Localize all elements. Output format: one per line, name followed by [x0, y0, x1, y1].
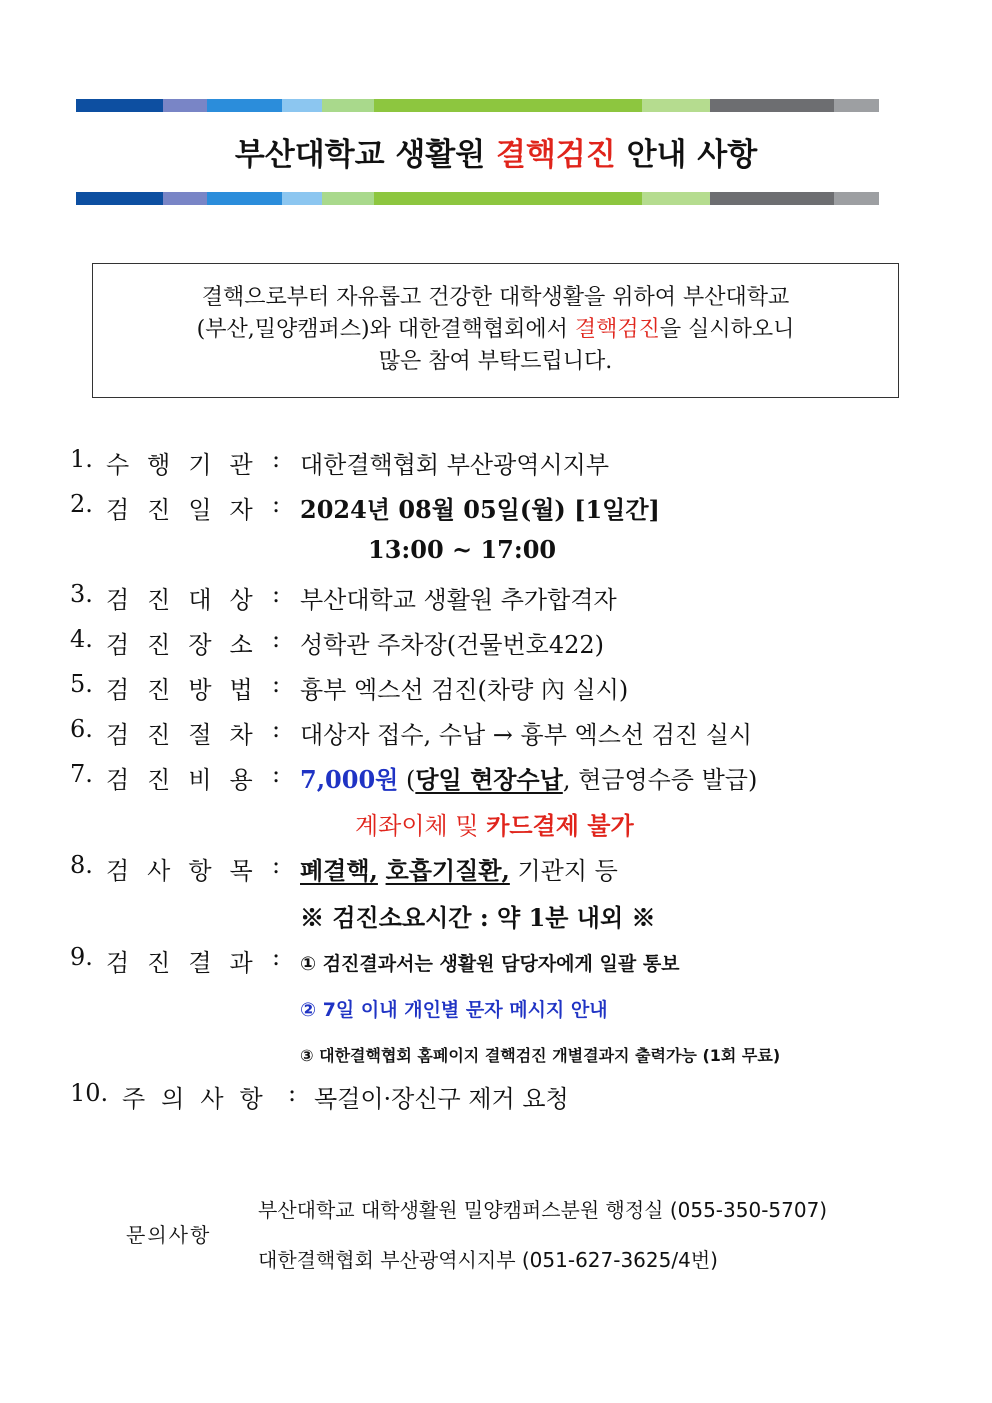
result-2: ② 7일 이내 개인별 문자 메시지 안내	[300, 999, 608, 1021]
title-text: 부산대학교 생활원	[234, 137, 496, 173]
warning-text: 계좌이체 및	[355, 812, 487, 840]
bottom-color-stripe	[76, 192, 879, 205]
result-3: ③ 대한결핵협회 홈페이지 결핵검진 개별결과지 출력가능 (1회 무료)	[300, 1046, 781, 1065]
stripe-seg	[76, 192, 163, 205]
payment-warning	[355, 806, 634, 841]
item-colon: :	[272, 670, 281, 698]
item-value: 흉부 엑스선 검진(차량 內 실시)	[300, 676, 629, 704]
stripe-seg	[322, 99, 374, 112]
stripe-seg	[163, 192, 207, 205]
item-number: 4.	[70, 625, 93, 653]
stripe-seg	[374, 192, 642, 205]
stripe-seg	[374, 99, 642, 112]
title-text-end: 안내 사항	[615, 137, 758, 173]
stripe-seg	[282, 99, 322, 112]
item-label: 주의사항	[122, 1085, 279, 1113]
cost-price: 7,000원	[300, 765, 399, 794]
item-label: 검진결과	[106, 949, 271, 977]
intro-line	[93, 314, 898, 346]
item-label: 검진일자	[106, 496, 271, 524]
test-rest: 기관지 등	[509, 857, 618, 885]
intro-line: 많은 참여 부탁드립니다.	[378, 349, 613, 374]
item-number: 9.	[70, 943, 93, 971]
stripe-seg	[322, 192, 374, 205]
contact-line-2: 대한결핵협회 부산광역시지부 (051-627-3625/4번)	[258, 1248, 718, 1272]
title-highlight: 결핵검진	[495, 137, 616, 173]
stripe-seg	[642, 192, 710, 205]
item-number: 2.	[70, 490, 93, 518]
date-time-range: 13:00 ~ 17:00	[368, 535, 557, 564]
item-label: 검사항목	[106, 857, 271, 885]
result-1: ① 검진결과서는 생활원 담당자에게 일괄 통보	[300, 953, 680, 975]
test-respiratory: 호흡기질환,	[385, 856, 510, 885]
item-value: 2024년 08월 05일(월) [1일간]	[300, 495, 660, 524]
item-label: 검진장소	[106, 631, 271, 659]
stripe-seg	[642, 99, 710, 112]
item-value	[300, 760, 757, 795]
duration-note: ※ 검진소요시간 : 약 1분 내외 ※	[300, 903, 656, 932]
item-colon: :	[288, 1079, 297, 1107]
cost-onsite: 당일 현장수납	[415, 765, 563, 794]
item-colon: :	[272, 943, 281, 971]
stripe-seg	[163, 99, 207, 112]
item-number: 8.	[70, 851, 93, 879]
item-label: 수행기관	[106, 451, 271, 479]
warning-strong: 카드결제 불가	[486, 811, 634, 840]
item-number: 3.	[70, 580, 93, 608]
item-label: 검진절차	[106, 721, 271, 749]
item-number: 6.	[70, 715, 93, 743]
item-label: 검진대상	[106, 586, 271, 614]
intro-highlight: 결핵검진	[574, 317, 660, 342]
item-colon: :	[272, 715, 281, 743]
page-title	[0, 129, 992, 174]
intro-text: (부산,밀양캠퍼스)와 대한결핵협회에서	[196, 317, 575, 342]
item-value	[300, 851, 618, 886]
item-number: 5.	[70, 670, 93, 698]
item-number: 7.	[70, 760, 93, 788]
item-label: 검진비용	[106, 766, 271, 794]
item-value: 성학관 주차장(건물번호422)	[300, 631, 605, 659]
contact-line-1: 부산대학교 대학생활원 밀양캠퍼스분원 행정실 (055-350-5707)	[258, 1198, 828, 1222]
stripe-seg	[834, 192, 879, 205]
cost-paren: (	[398, 766, 416, 794]
intro-text: 을 실시하오니	[659, 317, 795, 342]
stripe-seg	[710, 192, 834, 205]
stripe-seg	[710, 99, 834, 112]
item-colon: :	[272, 490, 281, 518]
item-label: 검진방법	[106, 676, 271, 704]
item-value: 목걸이·장신구 제거 요청	[314, 1085, 569, 1113]
item-colon: :	[272, 625, 281, 653]
top-color-stripe	[76, 99, 879, 112]
item-value: 부산대학교 생활원 추가합격자	[300, 586, 617, 614]
stripe-seg	[207, 99, 282, 112]
item-value: 대한결핵협회 부산광역시지부	[300, 451, 610, 479]
stripe-seg	[282, 192, 322, 205]
contact-label: 문의사항	[126, 1223, 212, 1247]
item-colon: :	[272, 760, 281, 788]
cost-receipt: , 현금영수증 발급)	[562, 766, 758, 794]
item-number: 1.	[70, 445, 93, 473]
item-colon: :	[272, 445, 281, 473]
item-number: 10.	[70, 1079, 109, 1107]
test-tb: 폐결핵,	[300, 856, 378, 885]
stripe-seg	[207, 192, 282, 205]
stripe-seg	[834, 99, 879, 112]
intro-line: 결핵으로부터 자유롭고 건강한 대학생활을 위하여 부산대학교	[201, 285, 790, 310]
intro-box	[92, 263, 899, 398]
item-colon: :	[272, 580, 281, 608]
item-value: 대상자 접수, 수납 → 흉부 엑스선 검진 실시	[300, 721, 753, 749]
stripe-seg	[76, 99, 163, 112]
item-colon: :	[272, 851, 281, 879]
